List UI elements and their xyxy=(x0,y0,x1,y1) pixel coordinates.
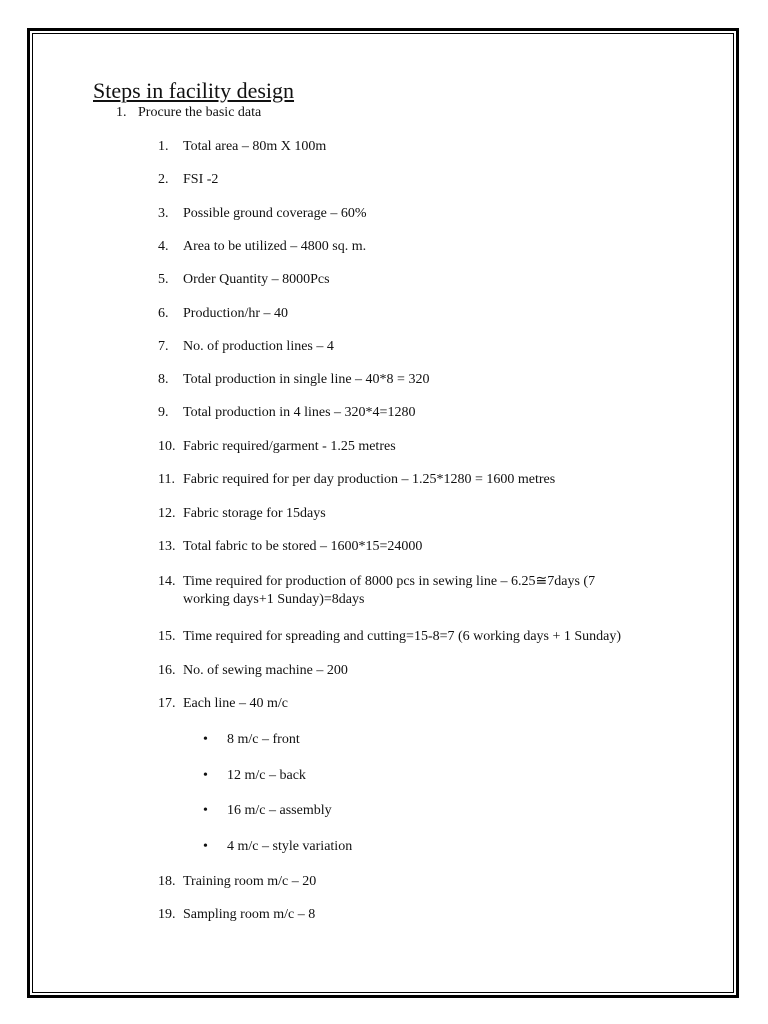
list-number: 19. xyxy=(158,907,176,922)
bullet-text: 12 m/c – back xyxy=(227,768,306,783)
list-number: 18. xyxy=(158,874,176,889)
list-text: Time required for production of 8000 pcs in sewing line – 6.25≅7days (7 xyxy=(183,574,596,589)
list-number: 2. xyxy=(158,172,169,187)
sub-bullet-item xyxy=(203,838,352,856)
top-list-item xyxy=(116,104,261,122)
list-item xyxy=(158,338,334,356)
list-text: Procure the basic data xyxy=(138,105,262,120)
bullet-icon: • xyxy=(203,732,208,747)
list-number: 3. xyxy=(158,206,169,221)
list-text: Time required for spreading and cutting=15-8=7 (6 working days + 1 Sunday) xyxy=(183,629,622,644)
list-item xyxy=(158,573,595,609)
list-item xyxy=(158,906,315,924)
list-number: 9. xyxy=(158,405,169,420)
list-text: No. of production lines – 4 xyxy=(183,339,334,354)
list-item xyxy=(158,505,326,523)
list-item xyxy=(158,138,326,156)
list-item xyxy=(158,662,348,680)
list-number: 15. xyxy=(158,629,176,644)
list-text: Each line – 40 m/c xyxy=(183,696,288,711)
list-item xyxy=(158,538,422,556)
list-text: Total production in 4 lines – 320*4=1280 xyxy=(183,405,416,420)
list-text-continued: working days+1 Sunday)=8days xyxy=(183,592,365,607)
sub-bullet-item xyxy=(203,767,306,785)
list-number: 13. xyxy=(158,539,176,554)
list-text: Order Quantity – 8000Pcs xyxy=(183,272,330,287)
list-number: 1. xyxy=(158,139,169,154)
bullet-text: 4 m/c – style variation xyxy=(227,839,353,854)
list-item xyxy=(158,695,288,713)
bullet-icon: • xyxy=(203,803,208,818)
list-text: Total area – 80m X 100m xyxy=(183,139,327,154)
list-number: 4. xyxy=(158,239,169,254)
list-text: Total production in single line – 40*8 = 320 xyxy=(183,372,430,387)
list-number: 5. xyxy=(158,272,169,287)
list-number: 14. xyxy=(158,574,176,589)
list-text: No. of sewing machine – 200 xyxy=(183,663,348,678)
list-item xyxy=(158,628,621,646)
page-border-inner xyxy=(32,33,734,993)
list-item xyxy=(158,271,330,289)
list-text: Production/hr – 40 xyxy=(183,306,288,321)
list-number: 11. xyxy=(158,472,175,487)
list-number: 6. xyxy=(158,306,169,321)
bullet-icon: • xyxy=(203,768,208,783)
list-number: 12. xyxy=(158,506,176,521)
bullet-text: 8 m/c – front xyxy=(227,732,300,747)
list-text: Sampling room m/c – 8 xyxy=(183,907,316,922)
list-text: Total fabric to be stored – 1600*15=24000 xyxy=(183,539,423,554)
list-text: FSI -2 xyxy=(183,172,219,187)
list-item xyxy=(158,205,367,223)
list-number: 1. xyxy=(116,105,127,120)
list-text: Fabric required for per day production – 1.25*1280 = 1600 metres xyxy=(183,472,556,487)
bullet-icon: • xyxy=(203,839,208,854)
sub-bullet-item xyxy=(203,802,332,820)
list-text: Training room m/c – 20 xyxy=(183,874,317,889)
list-item xyxy=(158,238,366,256)
list-item xyxy=(158,471,555,489)
list-item xyxy=(158,171,218,189)
list-text: Fabric storage for 15days xyxy=(183,506,326,521)
list-text: Area to be utilized – 4800 sq. m. xyxy=(183,239,367,254)
list-number: 8. xyxy=(158,372,169,387)
list-item xyxy=(158,404,415,422)
list-number: 16. xyxy=(158,663,176,678)
list-item xyxy=(158,371,429,389)
sub-bullet-item xyxy=(203,731,300,749)
list-number: 7. xyxy=(158,339,169,354)
list-text: Possible ground coverage – 60% xyxy=(183,206,367,221)
page-title: Steps in facility design xyxy=(93,78,295,103)
list-item xyxy=(158,873,316,891)
list-text: Fabric required/garment - 1.25 metres xyxy=(183,439,396,454)
list-item xyxy=(158,438,396,456)
list-item xyxy=(158,305,288,323)
bullet-text: 16 m/c – assembly xyxy=(227,803,332,818)
list-number: 17. xyxy=(158,696,176,711)
list-number: 10. xyxy=(158,439,176,454)
